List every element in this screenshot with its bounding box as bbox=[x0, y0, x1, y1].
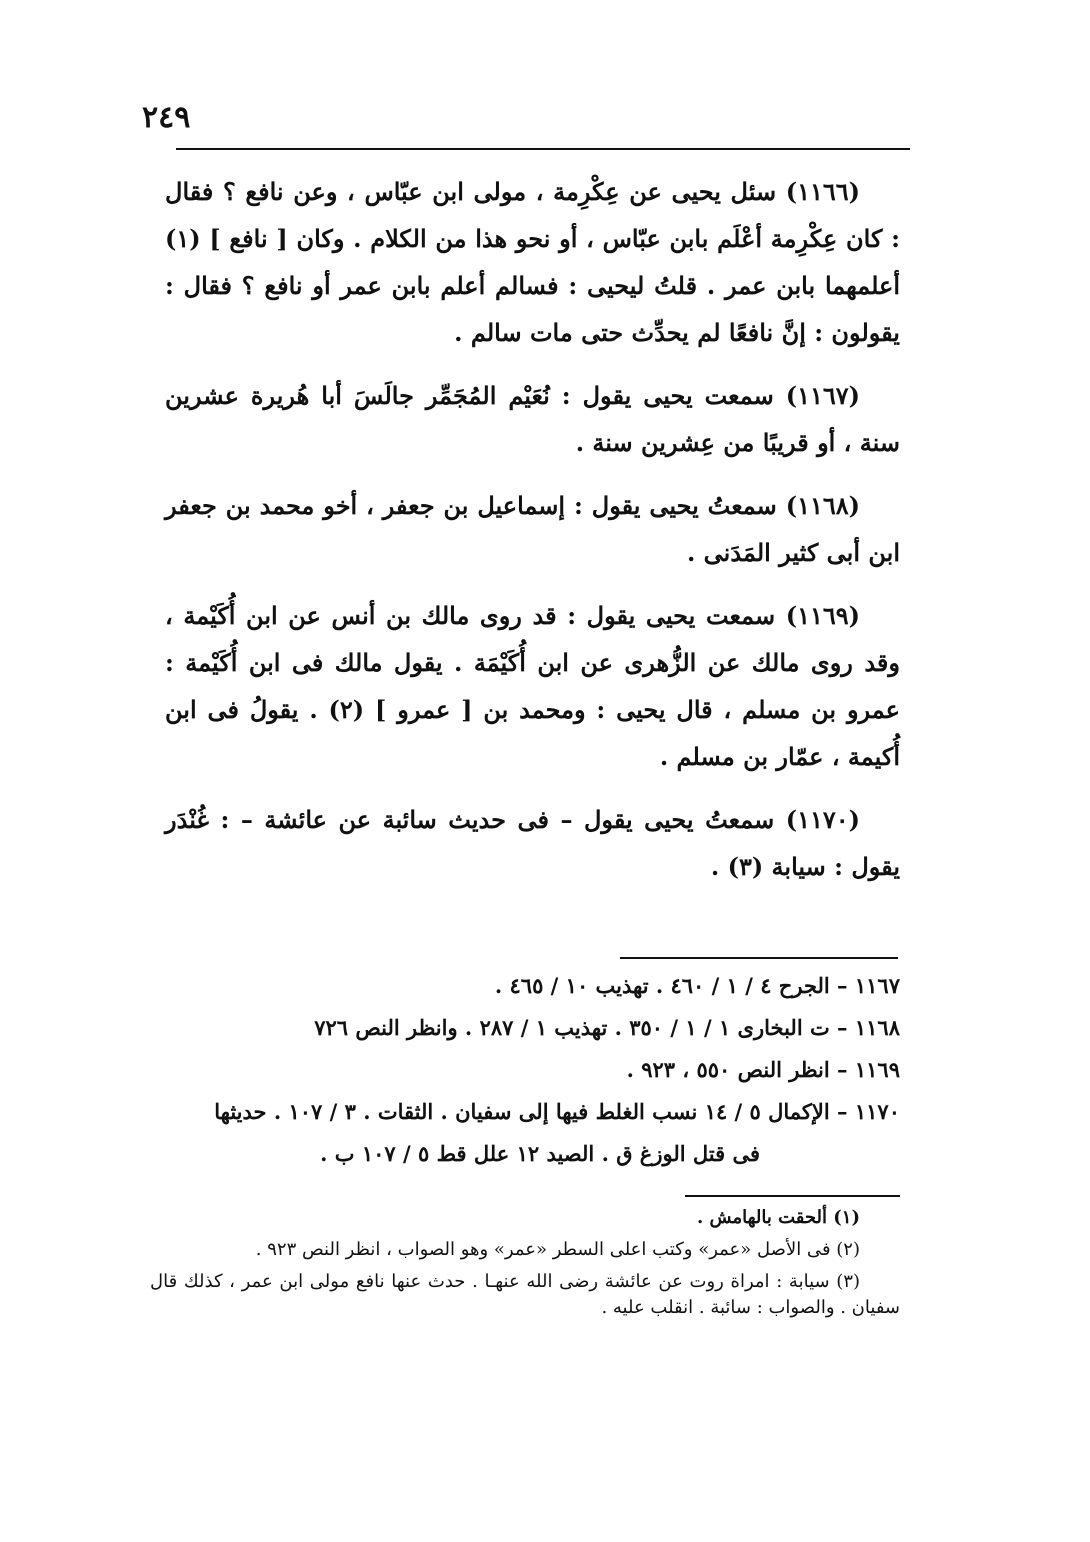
entry-text: سمعتُ يحيى يقول : إسماعيل بن جعفر ، أخو محمد بن جعفر ابن أبى كثير المَدَنى . bbox=[165, 491, 900, 567]
entry-text: سئل يحيى عن عِكْرِمة ، مولى ابن عبّاس ، وعن نافع ؟ فقال : كان عِكْرِمة أعْلَم بابن عبّاس ، أو نحو هذا من الكلام . وكان [ نافع ] (١) أعلمهما بابن عمر . قلتُ ليحيى : فسالم أعلم بابن عمر أو نافع ؟ فقال : يقولون : إنَّ نافعًا لم يحدِّث حتى مات سالم . bbox=[165, 177, 900, 347]
footnote-3: (٣) سيابة : امراة روت عن عائشة رضى الله عنهـا . حدث عنها نافع مولى ابن عمر ، كذلك قال سفيان . والصواب : سائبة . انقلب عليه . bbox=[150, 1271, 900, 1318]
entry-1170 bbox=[165, 796, 900, 890]
reference-1167: ١١٦٧ – الجرح ٤ / ١ / ٤٦٠ . تهذيب ١٠ / ٤٦٥ . bbox=[494, 973, 900, 998]
entry-text: سمعت يحيى يقول : قد روى مالك بن أنس عن ابن أُكَيْمة ، وقد روى مالك عن الزُّهرى عن ابن أُكَيْمَة . يقول مالك فى ابن أُكَيْمة : عمرو بن مسلم ، قال يحيى : ومحمد بن [ عمرو ] (٢) . يقولُ فى ابن أُكيمة ، عمّار بن مسلم . bbox=[165, 601, 900, 771]
entry-text: سمعتُ يحيى يقول – فى حديث سائبة عن عائشة – : غُنْدَر يقول : سيابة (٣) . bbox=[165, 805, 900, 881]
reference-1169: ١١٦٩ – انظر النص ٥٥٠ ، ٩٢٣ . bbox=[626, 1057, 900, 1082]
entry-1168 bbox=[165, 482, 900, 576]
references bbox=[160, 965, 900, 1175]
footnote-1: (١) ألحقت بالهامش . bbox=[696, 1207, 860, 1228]
references-rule bbox=[620, 957, 898, 959]
main-text bbox=[165, 168, 900, 906]
entry-text: سمعت يحيى يقول : نُعَيْم المُجَمِّر جالَسَ أبا هُريرة عشرين سنة ، أو قريبًا من عِشرين سنة . bbox=[165, 381, 900, 457]
footnote-2: (٢) فى الأصل «عمر» وكتب اعلى السطر «عمر» وهو الصواب ، انظر النص ٩٢٣ . bbox=[255, 1239, 860, 1260]
entry-number: (١١٦٩) bbox=[785, 601, 861, 630]
reference-1168: ١١٦٨ – ت البخارى ١ / ١ / ٣٥٠ . تهذيب ١ / ٢٨٧ . وانظر النص ٧٢٦ bbox=[314, 1015, 900, 1040]
header-rule bbox=[176, 148, 910, 150]
entry-1167 bbox=[165, 372, 900, 466]
entry-1166 bbox=[165, 168, 900, 356]
entry-number: (١١٦٨) bbox=[785, 491, 860, 520]
footnotes bbox=[150, 1205, 900, 1327]
page-number: ٢٤٩ bbox=[142, 100, 191, 135]
entry-number: (١١٦٦) bbox=[785, 177, 860, 206]
entry-1169 bbox=[165, 592, 900, 780]
entry-number: (١١٧٠) bbox=[785, 805, 861, 834]
reference-1170-continued: فى قتل الوزغ ق . الصيد ١٢ علل قط ٥ / ١٠٧ ب . bbox=[320, 1141, 760, 1166]
footnotes-rule bbox=[685, 1195, 900, 1197]
entry-number: (١١٦٧) bbox=[785, 381, 860, 410]
reference-1170: ١١٧٠ – الإكمال ٥ / ١٤ نسب الغلط فيها إلى سفيان . الثقات . ٣ / ١٠٧ . حديثها bbox=[214, 1099, 900, 1124]
